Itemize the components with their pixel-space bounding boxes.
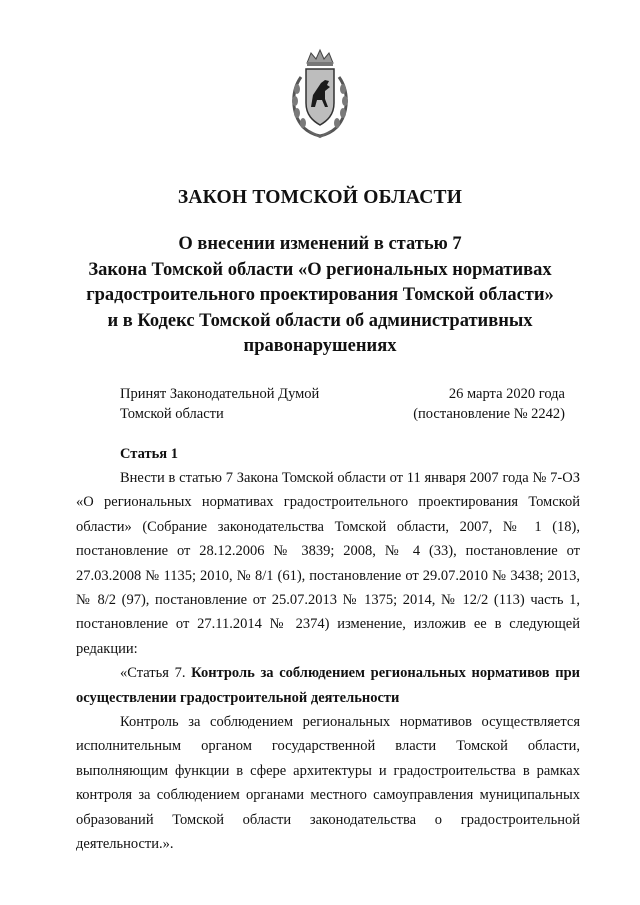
adoption-date-block	[413, 384, 565, 424]
subject-line: О внесении изменений в статью 7	[178, 234, 462, 254]
subject-line: правонарушениях	[243, 336, 397, 356]
subject-line: Закона Томской области «О региональных нормативах	[88, 259, 552, 280]
subject-line: градостроительного проектирования Томской области»	[86, 285, 554, 305]
law-subject	[0, 232, 640, 360]
article-body	[76, 466, 580, 857]
adoption-body-line2: Томской области	[120, 406, 224, 422]
law-title: ЗАКОН ТОМСКОЙ ОБЛАСТИ	[177, 187, 463, 208]
quoted-article-title	[76, 661, 580, 710]
adoption-body-line1: Принят Законодательной Думой	[120, 386, 320, 402]
article-paragraph: Внести в статью 7 Закона Томской области от 11 января 2007 года № 7-ОЗ «О региональных нормативах градостроительного проектирования Томской области» (Собрание законодательства Томской области, 2007, № 1 (18), постановление от 28.12.2006 № 3839; 2008, № 4 (33), постановление от 27.03.2008 № 1135; 2010, № 8/1 (61), постановление от 29.07.2010 № 3438; 2013, № 8/2 (97), постановление от 25.07.2013 № 1375; 2014, № 12/2 (113) часть 1, постановление от 27.11.2014 № 2374) изменение, изложив ее в следующей редакции:	[76, 470, 580, 657]
resolution-number: (постановление № 2242)	[413, 406, 565, 422]
quote-title: Контроль за соблюдением региональных нормативов при осуществлении градостроительной деятельности	[76, 665, 580, 706]
subject-line: и в Кодекс Томской области об административных	[107, 310, 533, 331]
coat-of-arms-icon	[287, 47, 353, 139]
article-heading: Статья 1	[120, 446, 178, 462]
adoption-body	[120, 384, 319, 424]
adoption-date: 26 марта 2020 года	[448, 386, 565, 402]
quote-prefix: «Статья 7.	[120, 665, 192, 682]
article-paragraph: Контроль за соблюдением региональных нормативов осуществляется исполнительным органом государственной власти Томской области, выполняющим функции в сфере архитектуры и градостроительства в рамках контроля за соблюдением органами местного самоуправления муниципальных образований Томской области законодательства о градостроительной деятельности.».	[76, 714, 580, 853]
